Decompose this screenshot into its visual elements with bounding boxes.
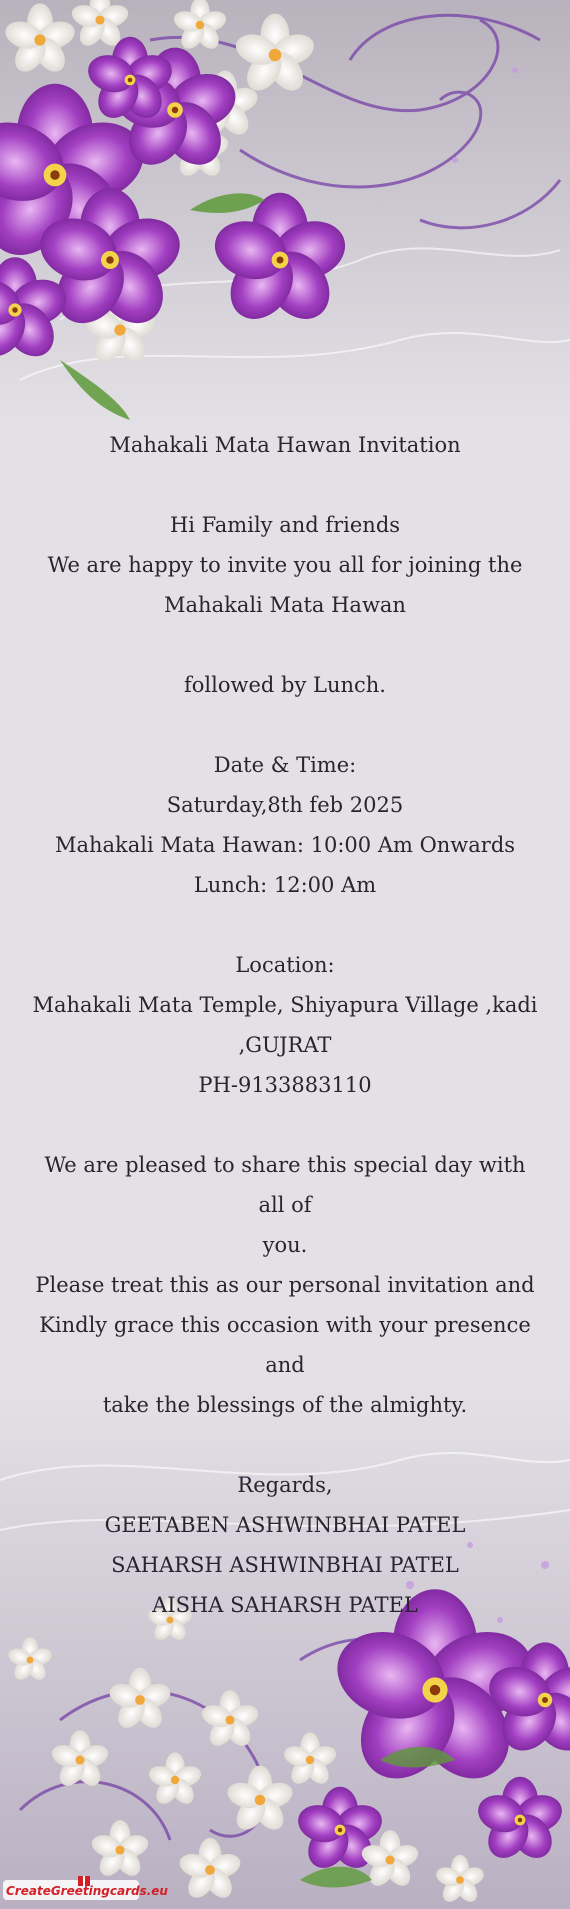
datetime-label: Date & Time: xyxy=(213,753,357,777)
invitation-message xyxy=(30,425,540,1625)
location-address: Mahakali Mata Temple, Shiyapura Village ,kadi xyxy=(32,993,538,1017)
site-logo[interactable] xyxy=(2,1874,168,1904)
location-label: Location: xyxy=(235,953,335,977)
closing-line: you. xyxy=(262,1233,308,1257)
spacer xyxy=(30,705,540,745)
hawan-time: Mahakali Mata Hawan: 10:00 Am Onwards xyxy=(54,833,516,857)
event-date: Saturday,8th feb 2025 xyxy=(166,793,404,817)
spacer xyxy=(30,905,540,945)
regards-label: Regards, xyxy=(237,1473,333,1497)
spacer xyxy=(30,465,540,505)
followed-by-text: followed by Lunch. xyxy=(184,673,386,697)
closing-line: take the blessings of the almighty. xyxy=(102,1393,468,1417)
intro-line: Mahakali Mata Hawan xyxy=(164,593,406,617)
intro-line: We are happy to invite you all for joining the xyxy=(47,553,523,577)
greeting: Hi Family and friends xyxy=(169,513,401,537)
location-state: ,GUJRAT xyxy=(238,1033,332,1057)
logo-text: CreateGreetingcards.eu xyxy=(6,1884,168,1898)
spacer xyxy=(30,1105,540,1145)
phone-number: PH-9133883110 xyxy=(198,1073,372,1097)
spacer xyxy=(30,1425,540,1465)
invitation-title: Mahakali Mata Hawan Invitation xyxy=(109,433,461,457)
spacer xyxy=(30,625,540,665)
lunch-time: Lunch: 12:00 Am xyxy=(193,873,377,897)
closing-line: We are pleased to share this special day with all of xyxy=(44,1153,526,1217)
closing-line: Please treat this as our personal invitation and xyxy=(35,1273,535,1297)
signatory-name: AISHA SAHARSH PATEL xyxy=(152,1593,418,1617)
signatory-name: GEETABEN ASHWINBHAI PATEL xyxy=(104,1513,466,1537)
signatory-name: SAHARSH ASHWINBHAI PATEL xyxy=(111,1553,459,1577)
closing-line: Kindly grace this occasion with your presence and xyxy=(39,1313,531,1377)
